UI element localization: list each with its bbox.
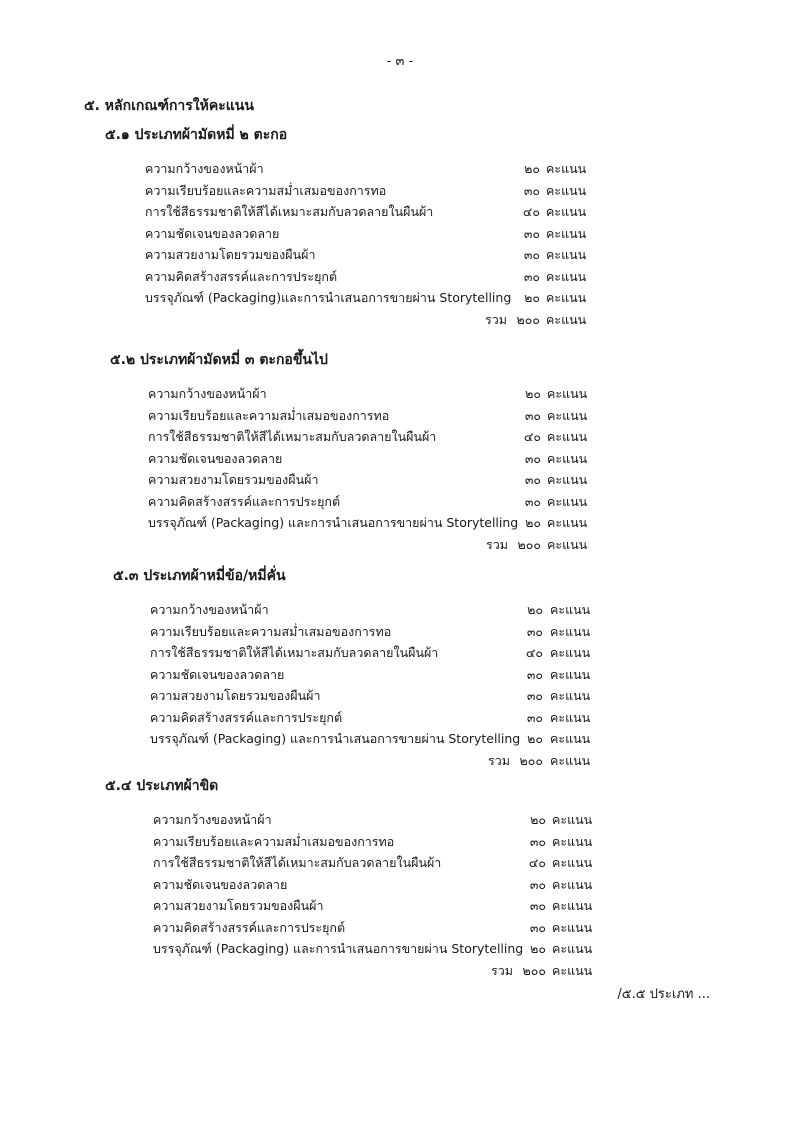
criteria-label: ความเรียบร้อยและความสม่ำเสมอของการทอ [145,182,387,198]
criteria-unit: คะแนน [546,161,587,176]
criteria-score: ๒๐ [524,290,540,305]
criteria-label: ความชัดเจนของลวดลาย [150,666,285,682]
section-heading: ๕.๔ ประเภทผ้าขิด [105,778,219,794]
criteria-unit: คะแนน [546,247,587,262]
criteria-label: ความคิดสร้างสรรค์และการประยุกต์ [145,268,338,284]
continuation-note: /๕.๕ ประเภท ... [617,987,710,1002]
criteria-score: ๓๐ [523,268,540,284]
criteria-score: ๓๐ [529,876,546,892]
section-heading: ๕.๒ ประเภทผ้ามัดหมี่ ๓ ตะกอขึ้นไป [110,352,328,368]
criteria-score: ๔๐ [522,204,540,219]
total-unit: คะแนน [552,962,593,978]
criteria-row [105,809,725,831]
total-score: ๒๐๐ [522,962,546,978]
criteria-row [110,469,730,491]
criteria-label: ความคิดสร้างสรรค์และการประยุกต์ [148,493,341,509]
criteria-label: บรรจุภัณฑ์ (Packaging) และการนำเสนอการขายผ่าน Storytelling [153,941,524,956]
criteria-row [105,938,725,960]
criteria-row [110,383,730,405]
criteria-label: ความกว้างของหน้าผ้า [150,602,269,617]
criteria-label: การใช้สีธรรมชาติให้สีได้เหมาะสมกับลวดลายในผืนผ้า [145,204,434,219]
criteria-label: ความชัดเจนของลวดลาย [145,225,280,241]
criteria-unit: คะแนน [546,182,587,198]
criteria-label: การใช้สีธรรมชาติให้สีได้เหมาะสมกับลวดลายในผืนผ้า [153,855,442,870]
total-label: รวม [486,536,508,552]
criteria-unit: คะแนน [547,493,588,509]
criteria-row [105,831,725,853]
criteria-label: ความเรียบร้อยและความสม่ำเสมอของการทอ [148,407,390,423]
criteria-row [113,664,733,686]
criteria-row [105,158,725,180]
criteria-unit: คะแนน [546,290,587,305]
criteria-label: ความคิดสร้างสรรค์และการประยุกต์ [153,919,346,935]
criteria-score: ๓๐ [524,493,541,509]
criteria-score: ๒๐ [525,515,541,530]
criteria-row [110,448,730,470]
main-heading: ๕. หลักเกณฑ์การให้คะแนน [84,98,254,114]
criteria-score: ๓๐ [524,450,541,466]
criteria-label: ความสวยงามโดยรวมของผืนผ้า [148,472,319,487]
criteria-row [105,917,725,939]
criteria-unit: คะแนน [552,876,593,892]
criteria-row [105,201,725,223]
criteria-unit: คะแนน [552,919,593,935]
criteria-row [110,512,730,534]
criteria-unit: คะแนน [550,623,591,639]
criteria-row [113,621,733,643]
criteria-unit: คะแนน [546,268,587,284]
total-score: ๒๐๐ [516,311,540,327]
criteria-unit: คะแนน [550,645,591,660]
criteria-unit: คะแนน [550,666,591,682]
criteria-row [110,426,730,448]
criteria-label: บรรจุภัณฑ์ (Packaging) และการนำเสนอการขายผ่าน Storytelling [150,731,521,746]
criteria-row [110,491,730,513]
criteria-list [105,158,725,330]
criteria-score: ๓๐ [526,688,543,703]
criteria-unit: คะแนน [550,709,591,725]
criteria-label: การใช้สีธรรมชาติให้สีได้เหมาะสมกับลวดลายในผืนผ้า [148,429,437,444]
total-unit: คะแนน [546,311,587,327]
criteria-row [113,642,733,664]
total-label: รวม [491,962,513,978]
criteria-label: บรรจุภัณฑ์ (Packaging)และการนำเสนอการขายผ่าน Storytelling [145,290,512,305]
criteria-label: ความชัดเจนของลวดลาย [148,450,283,466]
criteria-unit: คะแนน [547,429,588,444]
criteria-label: ความสวยงามโดยรวมของผืนผ้า [150,688,321,703]
criteria-score: ๓๐ [523,225,540,241]
criteria-label: ความกว้างของหน้าผ้า [145,161,264,176]
criteria-row [113,728,733,750]
criteria-row [110,405,730,427]
criteria-score: ๓๐ [524,407,541,423]
criteria-unit: คะแนน [552,812,593,827]
criteria-score: ๒๐ [527,731,543,746]
criteria-label: ความคิดสร้างสรรค์และการประยุกต์ [150,709,343,725]
criteria-unit: คะแนน [552,941,593,956]
criteria-list [105,809,725,981]
criteria-score: ๒๐ [530,812,546,827]
criteria-score: ๓๐ [526,666,543,682]
criteria-row [105,266,725,288]
criteria-unit: คะแนน [550,688,591,703]
criteria-row [105,895,725,917]
criteria-unit: คะแนน [550,602,591,617]
total-score: ๒๐๐ [519,752,543,768]
criteria-row [105,874,725,896]
criteria-row [105,223,725,245]
criteria-row [105,287,725,309]
criteria-label: ความกว้างของหน้าผ้า [148,386,267,401]
total-row [113,750,733,772]
section-5-2 [110,345,730,555]
total-row [105,960,725,982]
criteria-score: ๒๐ [527,602,543,617]
total-unit: คะแนน [547,536,588,552]
total-row [110,534,730,556]
total-row [105,309,725,331]
criteria-row [113,707,733,729]
criteria-list [113,599,733,771]
criteria-score: ๓๐ [523,247,540,262]
criteria-unit: คะแนน [552,898,593,913]
criteria-row [105,244,725,266]
criteria-label: ความสวยงามโดยรวมของผืนผ้า [145,247,316,262]
criteria-score: ๔๐ [523,429,541,444]
criteria-score: ๓๐ [526,709,543,725]
criteria-label: ความเรียบร้อยและความสม่ำเสมอของการทอ [153,833,395,849]
criteria-unit: คะแนน [552,855,593,870]
total-label: รวม [488,752,510,768]
criteria-row [113,599,733,621]
criteria-label: ความกว้างของหน้าผ้า [153,812,272,827]
criteria-score: ๔๐ [525,645,543,660]
criteria-unit: คะแนน [546,204,587,219]
total-score: ๒๐๐ [517,536,541,552]
criteria-label: ความเรียบร้อยและความสม่ำเสมอของการทอ [150,623,392,639]
criteria-label: บรรจุภัณฑ์ (Packaging) และการนำเสนอการขายผ่าน Storytelling [148,515,519,530]
criteria-row [113,685,733,707]
section-5-4 [105,771,725,981]
criteria-unit: คะแนน [547,450,588,466]
criteria-unit: คะแนน [552,833,593,849]
section-5-1 [105,120,725,330]
criteria-score: ๓๐ [529,898,546,913]
criteria-score: ๒๐ [530,941,546,956]
criteria-unit: คะแนน [547,407,588,423]
section-5-3 [113,561,733,771]
criteria-score: ๒๐ [525,386,541,401]
criteria-row [105,180,725,202]
section-heading: ๕.๓ ประเภทผ้าหมี่ข้อ/หมี่คั่น [113,568,286,584]
page-number: - ๓ - [386,54,414,69]
criteria-unit: คะแนน [547,515,588,530]
criteria-score: ๓๐ [526,623,543,639]
criteria-row [105,852,725,874]
criteria-unit: คะแนน [547,386,588,401]
section-heading: ๕.๑ ประเภทผ้ามัดหมี่ ๒ ตะกอ [105,127,288,143]
criteria-score: ๓๐ [529,919,546,935]
total-label: รวม [485,311,507,327]
criteria-unit: คะแนน [546,225,587,241]
criteria-label: การใช้สีธรรมชาติให้สีได้เหมาะสมกับลวดลายในผืนผ้า [150,645,439,660]
criteria-score: ๒๐ [524,161,540,176]
criteria-list [110,383,730,555]
criteria-score: ๔๐ [528,855,546,870]
total-unit: คะแนน [550,752,591,768]
criteria-score: ๓๐ [529,833,546,849]
criteria-label: ความชัดเจนของลวดลาย [153,876,288,892]
criteria-unit: คะแนน [547,472,588,487]
criteria-label: ความสวยงามโดยรวมของผืนผ้า [153,898,324,913]
criteria-unit: คะแนน [550,731,591,746]
criteria-score: ๓๐ [524,472,541,487]
criteria-score: ๓๐ [523,182,540,198]
